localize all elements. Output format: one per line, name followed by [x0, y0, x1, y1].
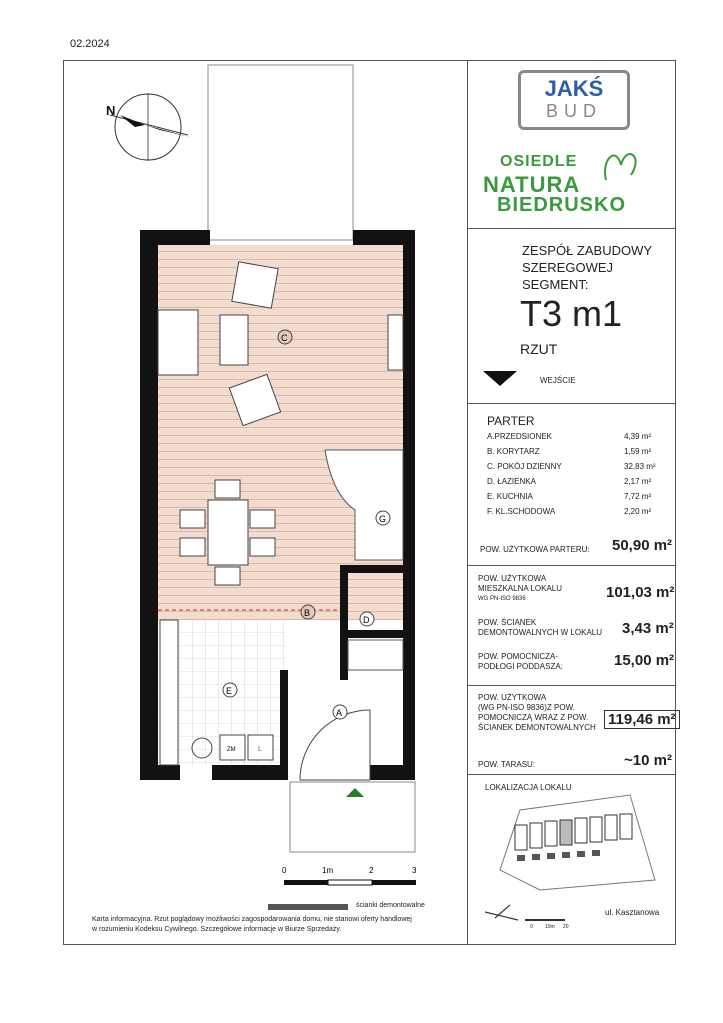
room-list — [487, 432, 662, 522]
parter-total-value: 50,90 m² — [612, 537, 673, 554]
scale-tick: 2 — [369, 866, 374, 875]
room-row — [487, 507, 662, 522]
segment-label: SEGMENT: — [522, 277, 589, 292]
room-label-d: D — [363, 615, 370, 625]
aux-line: PODŁOGI PODDASZA: — [478, 662, 563, 671]
room-name: A.PRZEDSIONEK — [487, 432, 552, 441]
divider — [467, 565, 676, 566]
floor-plan — [140, 60, 470, 890]
terrace-label: POW. TARASU: — [478, 760, 536, 769]
usable-line: MIESZKALNA LOKALU — [478, 584, 563, 593]
living-floor — [158, 245, 403, 620]
room-area: 32,83 m² — [624, 462, 656, 471]
svg-text:N: N — [106, 103, 116, 118]
header-line2: SZEREGOWEJ — [522, 260, 614, 275]
rzut-label: RZUT — [520, 341, 558, 357]
butterfly-icon — [596, 140, 646, 190]
walls-label — [478, 618, 602, 638]
room-area: 2,20 m² — [624, 507, 652, 516]
kitchen-label-zm: ZM — [227, 747, 236, 753]
loc-scale-tick: 0 — [530, 924, 533, 930]
room-row — [487, 477, 662, 492]
usable-line: POW. UŻYTKOWA — [478, 574, 547, 583]
walls-line: POW. ŚCIANEK — [478, 618, 537, 627]
usable-line: WG PN-ISO 9836 — [478, 596, 526, 602]
room-row — [487, 447, 662, 462]
scale-tick: 0 — [282, 866, 287, 875]
room-name: E. KUCHNIA — [487, 492, 533, 501]
total-label — [478, 693, 596, 733]
divider — [467, 685, 676, 686]
total-line: ŚCIANEK DEMONTOWALNYCH — [478, 723, 596, 732]
room-name: C. POKÓJ DZIENNY — [487, 462, 562, 471]
room-area: 4,39 m² — [624, 432, 652, 441]
aux-label — [478, 652, 563, 672]
total-value: 119,46 m² — [604, 710, 680, 729]
parter-total-label: POW. UŻYTKOWA PARTERU: — [480, 545, 590, 554]
entrance-arrow-icon — [483, 371, 519, 387]
usable-value: 101,03 m² — [606, 584, 675, 601]
room-area: 1,59 m² — [624, 447, 652, 456]
room-label-g: G — [379, 514, 387, 524]
room-row — [487, 492, 662, 507]
date-label: 02.2024 — [70, 38, 110, 50]
walls-value: 3,43 m² — [622, 620, 674, 637]
legend-swatch — [268, 904, 348, 910]
loc-scale-tick: 10m — [545, 924, 555, 930]
room-label-a: A — [336, 708, 343, 718]
disclaimer-line: w rozumieniu Kodeksu Cywilnego. Szczegółowe informacje w Biurze Sprzedaży. — [92, 926, 342, 933]
room-name: B. KORYTARZ — [487, 447, 540, 456]
aux-line: POW. POMOCNICZA- — [478, 652, 558, 661]
room-label-b: B — [304, 608, 311, 618]
logo-top: JAKŚ — [544, 76, 604, 101]
divider — [467, 228, 676, 229]
loc-scale-tick: 20 — [563, 924, 569, 930]
parter-title: PARTER — [487, 414, 535, 428]
logo-bottom: BUD — [545, 101, 602, 121]
disclaimer-line: Karta informacyjna. Rzut poglądowy możliwości zagospodarowania domu, nie stanowi oferty handlowej — [92, 916, 412, 923]
total-line: POMOCNICZĄ WRAZ Z POW. — [478, 713, 589, 722]
divider — [467, 774, 676, 775]
aux-value: 15,00 m² — [614, 652, 675, 669]
legend-label: ścianki demontowalne — [356, 902, 425, 909]
total-line: POW. UŻYTKOWA — [478, 693, 547, 702]
room-name: D. ŁAZIENKA — [487, 477, 536, 486]
room-area: 7,72 m² — [624, 492, 652, 501]
room-row — [487, 432, 662, 447]
logo-osiedle: OSIEDLE — [500, 153, 578, 170]
room-label-c: C — [281, 333, 288, 343]
jaks-bud-logo — [518, 70, 630, 130]
room-label-e: E — [226, 686, 233, 696]
location-title: LOKALIZACJA LOKALU — [485, 783, 572, 792]
street-label: ul. Kasztanowa — [605, 908, 660, 917]
header-line1: ZESPÓŁ ZABUDOWY — [522, 243, 653, 258]
room-name: F. KL.SCHODOWA — [487, 507, 556, 516]
disclaimer — [92, 915, 412, 935]
room-area: 2,17 m² — [624, 477, 652, 486]
terrace-value: ~10 m² — [624, 752, 672, 769]
scale-tick: 1m — [322, 866, 334, 875]
scale-tick: 3 — [412, 866, 417, 875]
usable-label — [478, 574, 562, 604]
room-row — [487, 462, 662, 477]
walls-line: DEMONTOWALNYCH W LOKALU — [478, 628, 603, 637]
kitchen-label-l: L — [258, 746, 262, 753]
terrace — [208, 65, 353, 240]
entrance-marker-icon — [346, 788, 364, 797]
logo-biedrusko: BIEDRUSKO — [497, 194, 627, 216]
divider — [467, 403, 676, 404]
segment-value: T3 m1 — [520, 293, 623, 334]
logo-natura: NATURA — [483, 172, 581, 197]
entrance-label: WEJŚCIE — [540, 376, 576, 385]
total-line: (WG PN-ISO 9836)Z POW. — [478, 703, 575, 712]
